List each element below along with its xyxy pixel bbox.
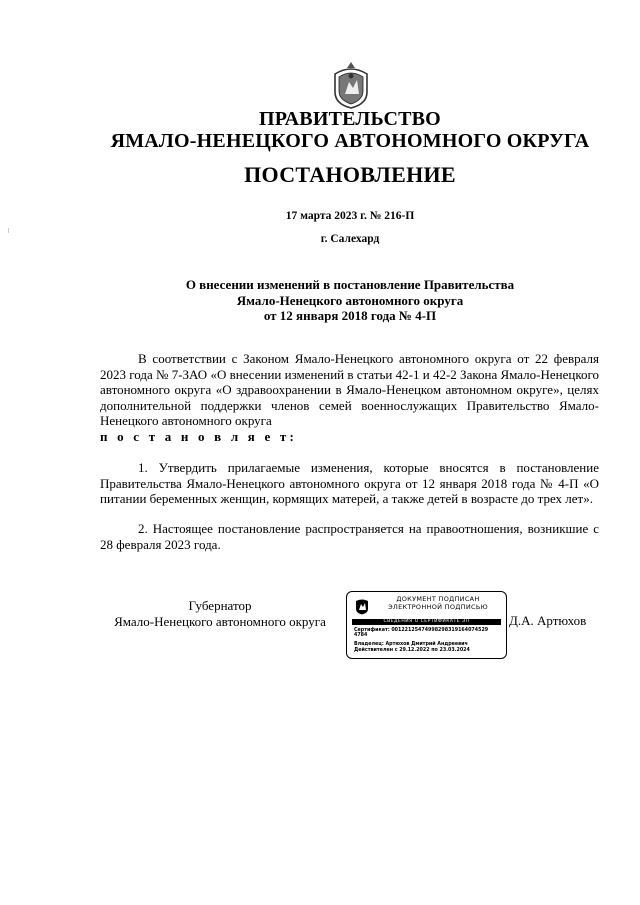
signatory-name: Д.А. Артюхов: [509, 613, 587, 628]
stamp-owner: Владелец: Артюхов Дмитрий Андреевич: [354, 642, 468, 647]
document-city: г. Салехард: [320, 233, 380, 245]
subject-line3: от 12 января 2018 года № 4-П: [263, 308, 437, 323]
stamp-certificate-bar: СВЕДЕНИЯ О СЕРТИФИКАТЕ ЭП: [352, 619, 501, 625]
stamp-heading: [373, 595, 503, 611]
signatory-position-line1: Губернатор: [188, 598, 252, 613]
document-date-number: 17 марта 2023 г. № 216-П: [285, 210, 415, 222]
stamp-emblem-icon: [355, 598, 369, 615]
body-paragraph-item-1: [100, 460, 599, 507]
document-type: ПОСТАНОВЛЕНИЕ: [244, 162, 456, 187]
item-1-text: 1. Утвердить прилагаемые изменения, которые вносятся в постановление Правительства Ямало-Ненецкого автономного округа от 12 января 2018 года № 4-П «О питании беременных женщин, кормящих матерей, а также детей в возрасте до трех лет».: [100, 460, 599, 507]
item-2-text: 2. Настоящее постановление распространяется на правоотношения, возникшие с 28 февраля 2023 года.: [100, 521, 599, 552]
resolves-word: п о с т а н о в л я е т:: [100, 428, 298, 444]
body-paragraph-item-2: [100, 521, 599, 552]
electronic-signature-stamp: [346, 591, 507, 659]
government-title: [0, 108, 640, 152]
stamp-certificate-number-cont: 4784: [354, 633, 368, 638]
government-title-line1: ПРАВИТЕЛЬСТВО: [259, 108, 441, 130]
document-subject: [100, 277, 600, 324]
coat-of-arms-emblem: [329, 58, 373, 110]
preamble-text: В соответствии с Законом Ямало-Ненецкого автономного округа от 22 февраля 2023 года № 7-ЗАО «О внесении изменений в статьи 42-1 и 42-2 Закона Ямало-Ненецкого автономного округа «О здравоохранении в Ямало-Ненецком автономном округе», целях дополнительной поддержки членов семей военнослужащих Правительство Ямало-Ненецкого автономного округа: [100, 351, 599, 429]
government-title-line2: ЯМАЛО-НЕНЕЦКОГО АВТОНОМНОГО ОКРУГА: [110, 130, 590, 152]
body-paragraph-preamble: [100, 351, 599, 445]
signatory-position: [100, 598, 340, 629]
stamp-heading-line2: ЭЛЕКТРОННОЙ ПОДПИСЬЮ: [388, 603, 488, 611]
signatory-position-line2: Ямало-Ненецкого автономного округа: [114, 613, 326, 629]
stamp-heading-line1: ДОКУМЕНТ ПОДПИСАН: [396, 595, 480, 603]
subject-line2: Ямало-Ненецкого автономного округа: [236, 292, 464, 308]
stamp-certificate-number: Сертификат: 00122125474998298319164074529: [354, 628, 489, 633]
stamp-validity: Действителен с 29.12.2022 по 23.03.2024: [354, 648, 470, 653]
subject-line1: О внесении изменений в постановление Правительства: [185, 277, 515, 292]
